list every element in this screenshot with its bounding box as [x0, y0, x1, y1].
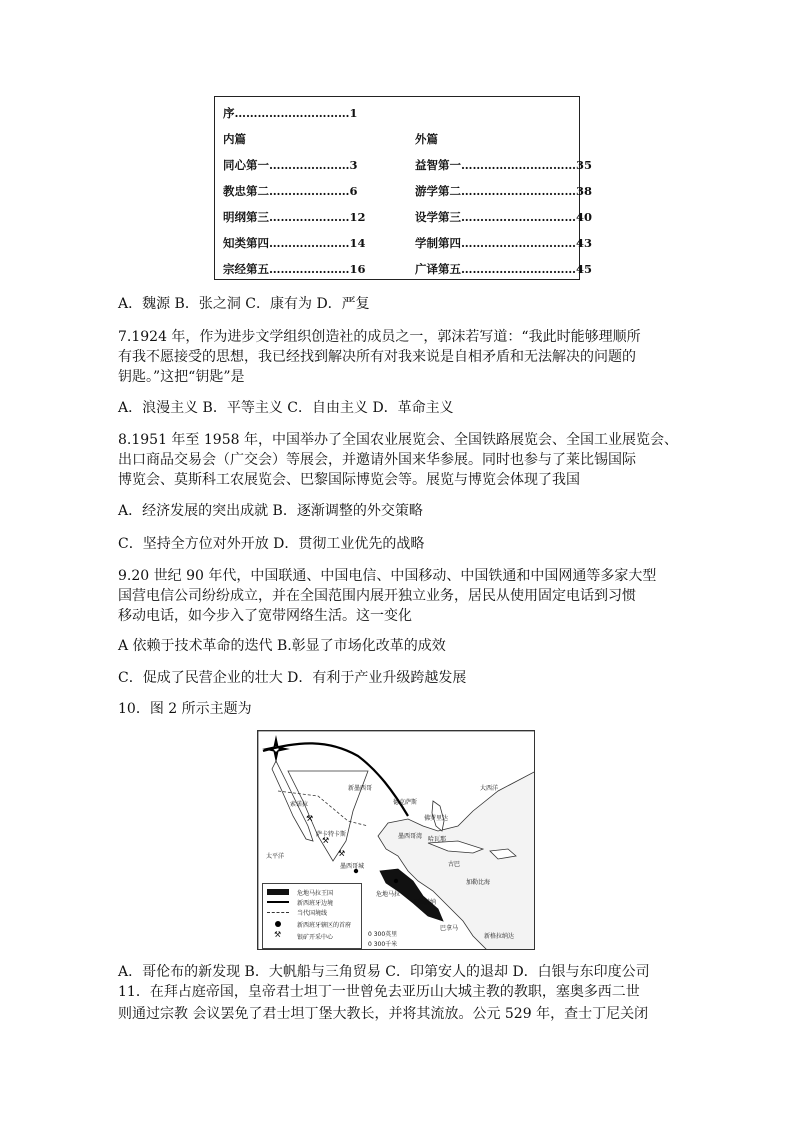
q10-options: A．哥伦布的新发现 B．大帆船与三角贸易 C．印第安人的退却 D．白银与东印度公司: [118, 964, 650, 980]
map-label-sonora: 索诺拉: [290, 801, 309, 808]
q9-stem-line: 9.20 世纪 90 年代，中国联通、中国电信、中国移动、中国铁通和中国网通等多家大型: [118, 568, 657, 584]
q11-stem-line: 11．在拜占庭帝国，皇帝君士坦丁一世曾免去亚历山大城主教的教职，塞奥多西二世: [118, 984, 640, 1000]
legend-label: 当代国境线: [297, 910, 328, 917]
map-label-panama: 巴拿马: [440, 925, 459, 932]
legend-mine-icon: ⚒: [274, 930, 282, 939]
mine-marker-icon: ⚒: [322, 836, 330, 845]
toc-outer-item: 益智第一…………………………35: [415, 158, 593, 172]
map-label-caribbean: 加勒比海: [466, 879, 491, 886]
q9-options: C．促成了民营企业的壮大 D．有利于产业升级跨越发展: [118, 670, 467, 686]
q6-options: A．魏源 B．张之洞 C．康有为 D．严复: [118, 296, 370, 312]
legend-label: 新西班牙辖区的首府: [297, 922, 352, 929]
map-label-florida: 佛罗里达: [424, 815, 449, 822]
hispaniola-island: [490, 849, 516, 859]
toc-outer-title: 外篇: [415, 132, 438, 146]
q8-options: A．经济发展的突出成就 B．逐渐调整的外交策略: [118, 503, 423, 519]
legend-label: 新西班牙边境: [297, 900, 334, 907]
toc-outer-item: 游学第二…………………………38: [415, 184, 593, 198]
q7-stem-line: 钥匙。”这把“钥匙”是: [118, 369, 245, 385]
map-label-mexico-city: 墨西哥城: [340, 863, 365, 870]
map-label-havana: 哈瓦那: [428, 836, 447, 843]
mine-marker-icon: ⚒: [338, 849, 346, 858]
q7-stem-line: 有我不愿接受的思想，我已经找到解决所有对我来说是自相矛盾和无法解决的问题的: [118, 349, 636, 365]
map-label-zacatecas: 萨卡特卡斯: [316, 831, 347, 838]
toc-outer-item: 学制第四…………………………43: [415, 236, 593, 250]
q8-options: C．坚持全方位对外开放 D．贯彻工业优先的战略: [118, 536, 425, 552]
legend-swatch-filled: [267, 889, 289, 895]
q9-options: A 依赖于技术革命的迭代 B.彰显了市场化改革的成效: [118, 638, 446, 654]
toc-inner-title: 内篇: [223, 132, 246, 146]
toc-preface: 序…………………………1: [223, 106, 358, 120]
q8-stem-line: 博览会、莫斯科工农展览会、巴黎国际博览会等。展览与博览会体现了我国: [118, 472, 580, 488]
q8-stem-line: 出口商品交易会（广交会）等展会，并邀请外国来华参展。同时也参与了莱比锡国际: [118, 452, 636, 468]
map-label-atlantic: 大西洋: [480, 785, 499, 792]
toc-inner-item: 教忠第二…………………6: [223, 184, 358, 198]
map-legend: [262, 883, 362, 949]
map-scale-km: 0 300千米: [368, 941, 398, 948]
map-label-new-mexico: 新墨西哥: [348, 785, 373, 792]
legend-label: 危地马拉王国: [297, 890, 334, 897]
q9-stem-line: 移动电话，如今步入了宽带网络生活。这一变化: [118, 608, 412, 624]
toc-inner-item: 同心第一…………………3: [223, 158, 358, 172]
q10-stem: 10．图 2 所示主题为: [118, 701, 252, 717]
map-figure: [257, 730, 535, 950]
capital-marker-icon: [394, 879, 398, 883]
q7-options: A．浪漫主义 B．平等主义 C．自由主义 D．革命主义: [118, 400, 454, 416]
mine-marker-icon: ⚒: [306, 814, 314, 823]
q8-stem-line: 8.1951 年至 1958 年，中国举办了全国农业展览会、全国铁路展览会、全国工业展览会、: [118, 432, 678, 448]
legend-swatch-thick-line: [267, 901, 289, 903]
toc-inner-item: 宗经第五…………………16: [223, 262, 366, 276]
map-label-cuba: 古巴: [448, 861, 461, 868]
map-label-pacific: 太平洋: [266, 853, 285, 860]
map-label-texas: 德克萨斯: [393, 799, 418, 806]
toc-outer-item: 设学第三…………………………40: [415, 210, 593, 224]
legend-swatch-dashed-line: [267, 912, 289, 913]
q11-stem-line: 则通过宗教 会议罢免了君士坦丁堡大教长，并将其流放。公元 529 年，查士丁尼关闭: [118, 1006, 649, 1022]
map-label-granada: 新格拉纳达: [484, 933, 515, 940]
q7-stem-line: 7.1924 年，作为进步文学组织创造社的成员之一，郭沫若写道：“我此时能够理顺所: [118, 329, 641, 345]
toc-inner-item: 明纲第三…………………12: [223, 210, 366, 224]
map-label-gulf: 墨西哥湾: [398, 833, 423, 840]
legend-capital-icon: [275, 921, 281, 927]
q9-stem-line: 国营电信公司纷纷成立，并在全国范围内展开独立业务，居民从使用固定电话到习惯: [118, 588, 636, 604]
table-of-contents: [214, 96, 593, 280]
map-scale-miles: 0 300英里: [368, 931, 398, 938]
toc-inner-item: 知类第四…………………14: [223, 236, 366, 250]
legend-label: 银矿开采中心: [297, 934, 334, 941]
toc-outer-item: 广译第五…………………………45: [415, 262, 593, 276]
map-label-cartagena: 卡塔赫纳: [412, 899, 437, 906]
map-label-guatemala: 危地马拉: [376, 891, 401, 898]
